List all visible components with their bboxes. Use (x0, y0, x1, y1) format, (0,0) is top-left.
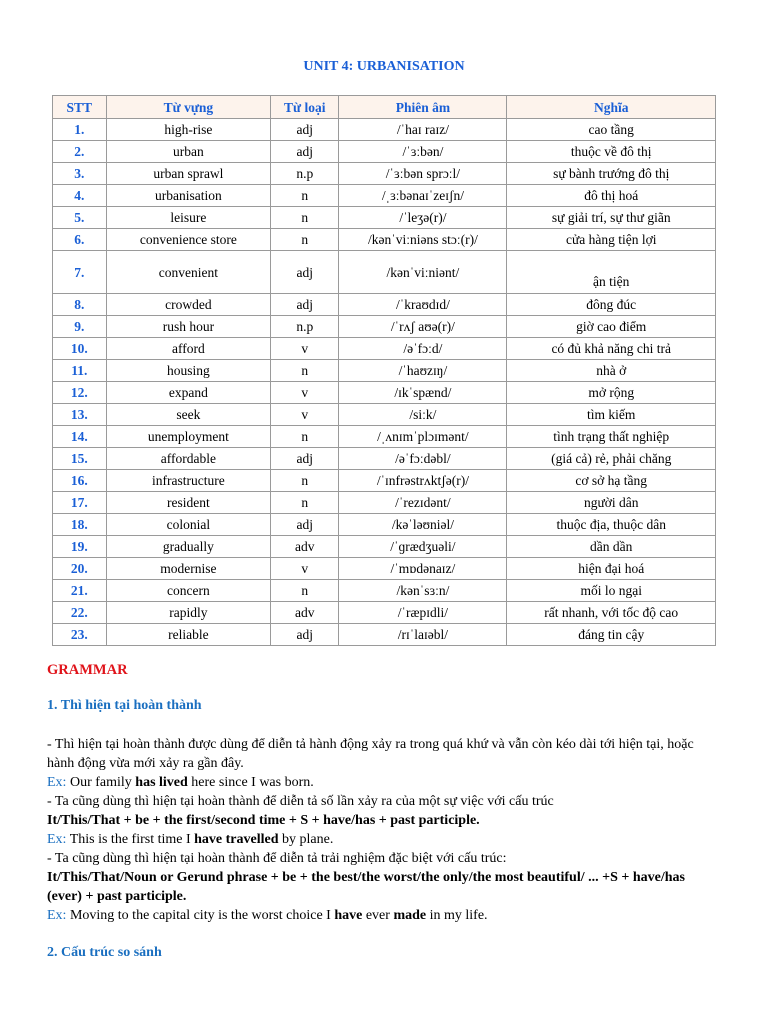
cell-word: concern (106, 580, 271, 602)
cell-word: resident (106, 492, 271, 514)
cell-word: infrastructure (106, 470, 271, 492)
cell-phonetic: /kəˈləʊniəl/ (339, 514, 507, 536)
cell-word: housing (106, 360, 271, 382)
cell-stt: 22. (53, 602, 107, 624)
cell-stt: 10. (53, 338, 107, 360)
cell-type: v (271, 558, 339, 580)
cell-stt: 6. (53, 229, 107, 251)
cell-stt: 16. (53, 470, 107, 492)
cell-meaning: có đủ khả năng chi trả (507, 338, 716, 360)
cell-word: expand (106, 382, 271, 404)
cell-meaning: cơ sở hạ tầng (507, 470, 716, 492)
cell-stt: 19. (53, 536, 107, 558)
example-label: Ex: (47, 908, 67, 923)
table-row (53, 624, 716, 646)
cell-stt: 17. (53, 492, 107, 514)
structure-2 (47, 868, 712, 906)
cell-type: adv (271, 536, 339, 558)
cell-type: n (271, 426, 339, 448)
header-type: Từ loại (271, 96, 339, 119)
cell-phonetic: /ˌʌnɪmˈplɔɪmənt/ (339, 426, 507, 448)
table-row (53, 426, 716, 448)
cell-phonetic: /ˈɜːbən/ (339, 141, 507, 163)
table-row (53, 338, 716, 360)
cell-type: n (271, 229, 339, 251)
cell-stt: 11. (53, 360, 107, 382)
cell-phonetic: /siːk/ (339, 404, 507, 426)
cell-stt: 5. (53, 207, 107, 229)
table-row (53, 316, 716, 338)
paragraph-usage-1: - Thì hiện tại hoàn thành được dùng để diễn tả hành động xảy ra trong quá khứ và vẫn còn kéo dài tới hiện tại, hoặc hành động vừa mới xảy ra gần đây. (47, 737, 694, 771)
cell-stt: 9. (53, 316, 107, 338)
paragraph-usage-3: - Ta cũng dùng thì hiện tại hoàn thành để diễn tả trải nghiệm đặc biệt với cấu trúc: (47, 851, 507, 866)
table-row (53, 492, 716, 514)
table-row (53, 141, 716, 163)
cell-phonetic: /ˈrezɪdənt/ (339, 492, 507, 514)
cell-phonetic: /əˈfɔːdəbl/ (339, 448, 507, 470)
cell-meaning: mối lo ngại (507, 580, 716, 602)
grammar-heading: GRAMMAR (47, 662, 128, 678)
table-row (53, 185, 716, 207)
cell-phonetic: /ˈkraʊdɪd/ (339, 294, 507, 316)
header-word: Từ vựng (106, 96, 271, 119)
cell-type: adj (271, 448, 339, 470)
cell-phonetic: /ˈɪnfrəstrʌktʃə(r)/ (339, 470, 507, 492)
cell-word: affordable (106, 448, 271, 470)
cell-meaning: ận tiện (507, 251, 716, 294)
cell-word: urban (106, 141, 271, 163)
structure-text: It/This/That/Noun or Gerund phrase + be + the best/the worst/the only/the most beautiful/ ... +S + have/has (ever) + past participle. (47, 870, 685, 904)
example-3 (47, 906, 712, 925)
cell-word: urban sprawl (106, 163, 271, 185)
cell-stt: 21. (53, 580, 107, 602)
table-row (53, 404, 716, 426)
example-emphasis: have travelled (194, 832, 279, 847)
cell-phonetic: /ˌɜːbənaɪˈzeɪʃn/ (339, 185, 507, 207)
table-row (53, 514, 716, 536)
cell-word: rush hour (106, 316, 271, 338)
table-row (53, 119, 716, 141)
cell-word: reliable (106, 624, 271, 646)
cell-meaning: hiện đại hoá (507, 558, 716, 580)
cell-type: n (271, 360, 339, 382)
cell-type: n (271, 207, 339, 229)
example-text: Our family (66, 775, 136, 790)
cell-phonetic: /kənˈsɜːn/ (339, 580, 507, 602)
example-1 (47, 773, 712, 792)
cell-type: adj (271, 141, 339, 163)
cell-type: adj (271, 624, 339, 646)
cell-meaning: tìm kiếm (507, 404, 716, 426)
cell-meaning: đô thị hoá (507, 185, 716, 207)
cell-phonetic: /rɪˈlaɪəbl/ (339, 624, 507, 646)
cell-stt: 13. (53, 404, 107, 426)
table-row (53, 382, 716, 404)
cell-meaning: cửa hàng tiện lợi (507, 229, 716, 251)
example-emphasis: have (334, 908, 363, 923)
table-row (53, 470, 716, 492)
example-label: Ex: (47, 775, 67, 790)
example-text: ever (362, 908, 394, 923)
cell-type: n (271, 470, 339, 492)
cell-stt: 18. (53, 514, 107, 536)
cell-stt: 1. (53, 119, 107, 141)
cell-phonetic: /kənˈviːniənt/ (339, 251, 507, 294)
cell-stt: 12. (53, 382, 107, 404)
cell-meaning: mở rộng (507, 382, 716, 404)
header-stt: STT (53, 96, 107, 119)
cell-meaning: thuộc về đô thị (507, 141, 716, 163)
cell-type: adj (271, 294, 339, 316)
cell-word: gradually (106, 536, 271, 558)
cell-phonetic: /ˈleʒə(r)/ (339, 207, 507, 229)
cell-meaning: thuộc địa, thuộc dân (507, 514, 716, 536)
cell-type: v (271, 338, 339, 360)
cell-word: modernise (106, 558, 271, 580)
cell-phonetic: /ˈræpɪdli/ (339, 602, 507, 624)
cell-word: seek (106, 404, 271, 426)
paragraph-usage-2: - Ta cũng dùng thì hiện tại hoàn thành để diễn tả số lần xảy ra của một sự việc với cấu trúc (47, 794, 554, 809)
example-text: here since I was born. (187, 775, 314, 790)
section-present-perfect-title: 1. Thì hiện tại hoàn thành (47, 698, 202, 713)
table-row (53, 558, 716, 580)
cell-type: n (271, 492, 339, 514)
cell-phonetic: /ˈhaʊzɪŋ/ (339, 360, 507, 382)
cell-type: n (271, 185, 339, 207)
cell-phonetic: /əˈfɔːd/ (339, 338, 507, 360)
table-row (53, 251, 716, 294)
cell-meaning: cao tầng (507, 119, 716, 141)
cell-meaning: sự bành trướng đô thị (507, 163, 716, 185)
cell-word: leisure (106, 207, 271, 229)
example-label: Ex: (47, 832, 67, 847)
table-row (53, 294, 716, 316)
cell-stt: 20. (53, 558, 107, 580)
cell-meaning: người dân (507, 492, 716, 514)
cell-meaning: đáng tin cậy (507, 624, 716, 646)
cell-meaning: đông đúc (507, 294, 716, 316)
example-text: This is the first time I (66, 832, 195, 847)
cell-type: adj (271, 119, 339, 141)
section-comparison-title: 2. Cấu trúc so sánh (47, 945, 162, 960)
cell-meaning: rất nhanh, với tốc độ cao (507, 602, 716, 624)
cell-phonetic: /ˈrʌʃ aʊə(r)/ (339, 316, 507, 338)
vocabulary-table (52, 95, 716, 646)
cell-type: adj (271, 514, 339, 536)
header-meaning: Nghĩa (507, 96, 716, 119)
header-phonetic: Phiên âm (339, 96, 507, 119)
cell-meaning: sự giải trí, sự thư giãn (507, 207, 716, 229)
cell-word: unemployment (106, 426, 271, 448)
cell-stt: 14. (53, 426, 107, 448)
table-header-row (53, 96, 716, 119)
cell-stt: 8. (53, 294, 107, 316)
example-text: Moving to the capital city is the worst choice I (66, 908, 335, 923)
cell-word: high-rise (106, 119, 271, 141)
cell-phonetic: /ˈɜːbən sprɔːl/ (339, 163, 507, 185)
example-emphasis: has lived (135, 775, 188, 790)
table-row (53, 448, 716, 470)
cell-stt: 15. (53, 448, 107, 470)
cell-word: convenient (106, 251, 271, 294)
structure-1 (47, 811, 712, 830)
cell-type: adj (271, 251, 339, 294)
cell-type: adv (271, 602, 339, 624)
cell-word: crowded (106, 294, 271, 316)
table-row (53, 207, 716, 229)
cell-meaning: giờ cao điểm (507, 316, 716, 338)
cell-phonetic: /ˈɡrædʒuəli/ (339, 536, 507, 558)
cell-type: v (271, 382, 339, 404)
cell-type: n.p (271, 316, 339, 338)
table-row (53, 229, 716, 251)
table-row (53, 602, 716, 624)
table-row (53, 360, 716, 382)
structure-text: It/This/That + be + the first/second time + S + have/has + past participle. (47, 813, 480, 828)
table-row (53, 536, 716, 558)
unit-title: UNIT 4: URBANISATION (303, 59, 465, 74)
cell-phonetic: /ɪkˈspænd/ (339, 382, 507, 404)
table-row (53, 580, 716, 602)
cell-word: rapidly (106, 602, 271, 624)
cell-meaning: dần dần (507, 536, 716, 558)
cell-word: convenience store (106, 229, 271, 251)
cell-meaning: tình trạng thất nghiệp (507, 426, 716, 448)
cell-stt: 7. (53, 251, 107, 294)
cell-meaning: (giá cả) rẻ, phải chăng (507, 448, 716, 470)
example-text: by plane. (278, 832, 334, 847)
cell-stt: 23. (53, 624, 107, 646)
cell-phonetic: /ˈhaɪ raɪz/ (339, 119, 507, 141)
cell-stt: 3. (53, 163, 107, 185)
cell-type: v (271, 404, 339, 426)
example-emphasis: made (393, 908, 427, 923)
cell-type: n (271, 580, 339, 602)
cell-word: colonial (106, 514, 271, 536)
cell-stt: 4. (53, 185, 107, 207)
cell-phonetic: /kənˈviːniəns stɔː(r)/ (339, 229, 507, 251)
cell-phonetic: /ˈmɒdənaɪz/ (339, 558, 507, 580)
cell-type: n.p (271, 163, 339, 185)
cell-stt: 2. (53, 141, 107, 163)
cell-word: urbanisation (106, 185, 271, 207)
cell-meaning: nhà ở (507, 360, 716, 382)
cell-word: afford (106, 338, 271, 360)
example-2 (47, 830, 712, 849)
table-row (53, 163, 716, 185)
example-text: in my life. (426, 908, 488, 923)
